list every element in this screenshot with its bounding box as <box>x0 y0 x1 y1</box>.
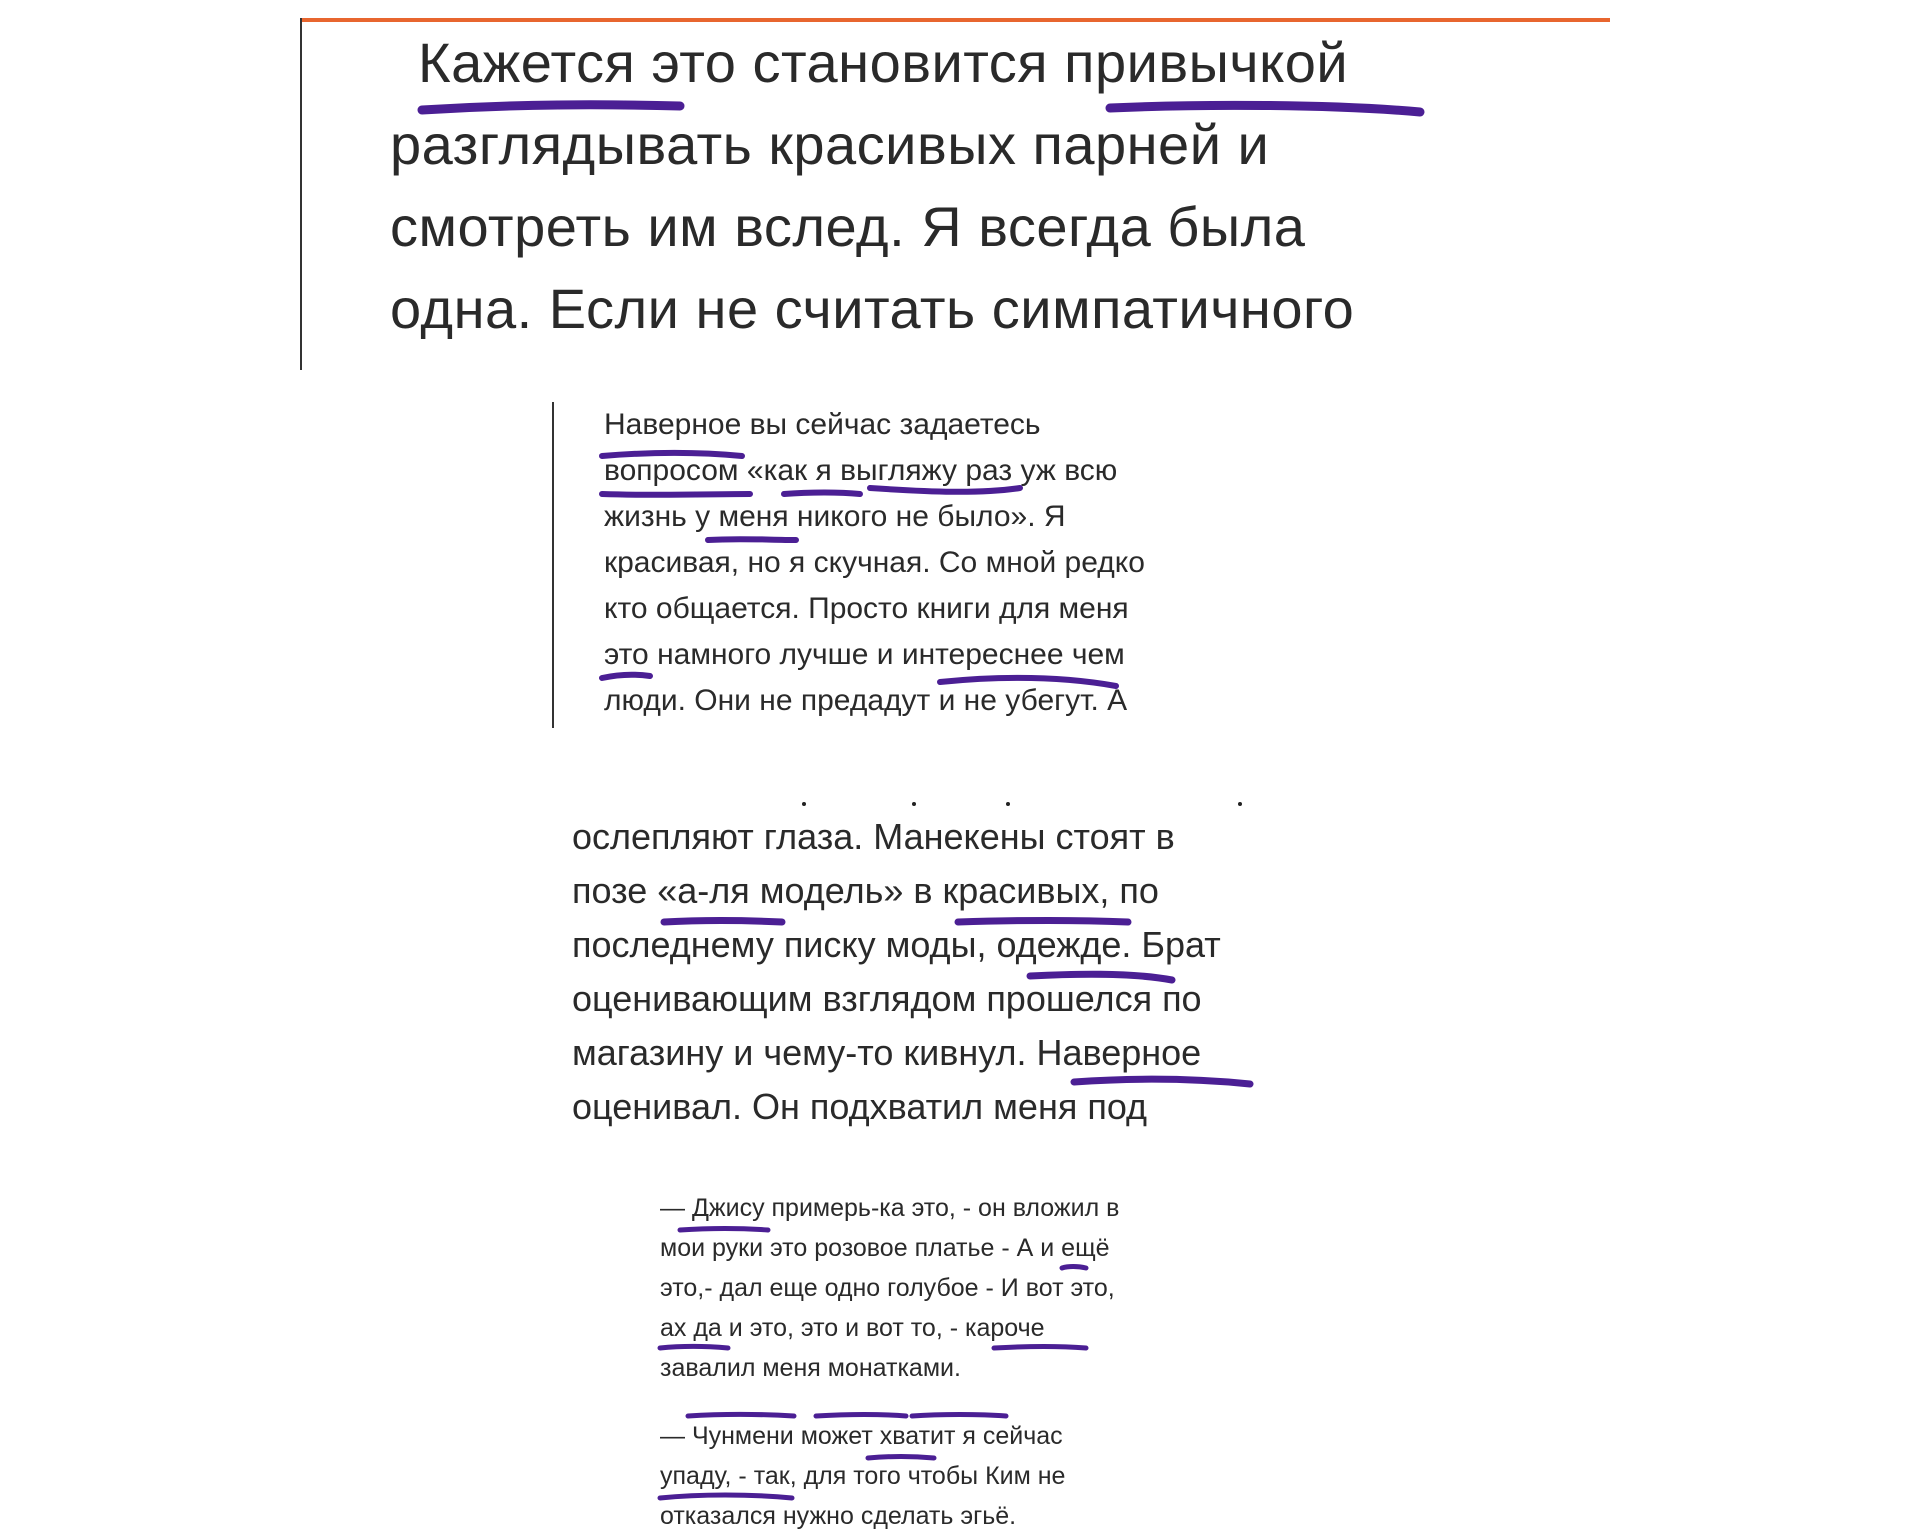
text-line: это намного лучше и интереснее чем <box>604 638 1125 671</box>
text-line: последнему писку моды, одежде. Брат <box>572 924 1221 965</box>
text-line: жизнь у меня никого не было». Я <box>604 500 1066 533</box>
left-rule <box>552 402 554 728</box>
text-line: люди. Они не предадут и не убегут. А <box>604 684 1128 717</box>
text-line: красивая, но я скучная. Со мной редко <box>604 546 1145 579</box>
text-line: одна. Если не считать симпатичного <box>390 277 1355 340</box>
dialogue-line: это,- дал еще одно голубое - И вот это, <box>660 1274 1115 1302</box>
dialogue-line: мои руки это розовое платье - А и ещё <box>660 1234 1110 1262</box>
text-line: вопросом «как я выгляжу раз уж всю <box>604 454 1118 487</box>
excerpt-large <box>300 18 1610 370</box>
text-line: Наверное вы сейчас задаетесь <box>604 408 1041 441</box>
dialogue-line: завалил меня монатками. <box>660 1354 961 1382</box>
excerpt-store <box>572 812 1332 1132</box>
text-line: кто общается. Просто книги для меня <box>604 592 1129 625</box>
cropped-text-dot <box>912 802 916 806</box>
dialogue-line: упаду, - так, для того чтобы Ким не <box>660 1462 1066 1490</box>
dialogue-line: — Джису примерь-ка это, - он вложил в <box>660 1194 1120 1222</box>
text-line: оценивающим взглядом прошелся по <box>572 978 1202 1019</box>
text-line: позе «а-ля модель» в красивых, по <box>572 870 1159 911</box>
cropped-text-dot <box>802 802 806 806</box>
dialogue-line: — Чунмени может хватит я сейчас <box>660 1422 1063 1450</box>
text-line: магазину и чему-то кивнул. Наверное <box>572 1032 1202 1073</box>
text-line: смотреть им вслед. Я всегда была <box>390 195 1306 258</box>
cropped-text-dot <box>1238 802 1242 806</box>
dialogue-line: ах да и это, это и вот то, - кароче <box>660 1314 1045 1342</box>
dialogue-line: отказался нужно сделать эгьё. <box>660 1502 1017 1530</box>
excerpt-dialogue <box>660 1188 1280 1528</box>
text-line: ослепляют глаза. Манекены стоят в <box>572 816 1175 857</box>
cropped-text-dot <box>1006 802 1010 806</box>
text-line: оценивал. Он подхватил меня под <box>572 1086 1148 1127</box>
text-line: разглядывать красивых парней и <box>390 113 1270 176</box>
accent-top-line <box>300 18 1610 22</box>
text-line: Кажется это становится привычкой <box>418 31 1349 94</box>
excerpt-medium <box>552 402 1252 728</box>
left-rule <box>300 18 302 370</box>
